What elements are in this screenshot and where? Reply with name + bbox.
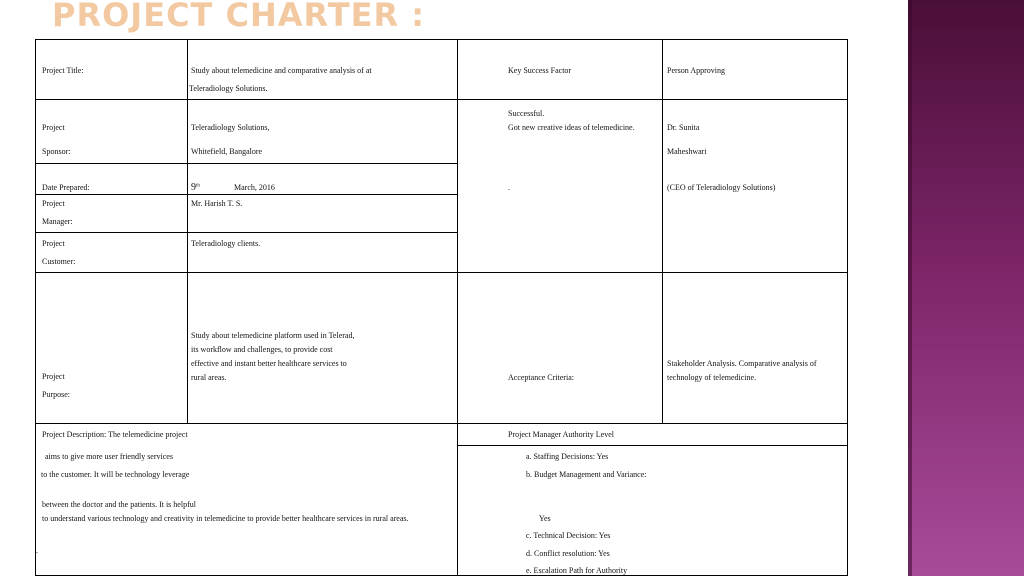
description-text: Project Description: The telemedicine project [42, 430, 188, 439]
sponsor-label: Project [42, 123, 65, 132]
row-divider [35, 272, 848, 273]
key-success-factor-value: Got new creative ideas of telemedicine. [508, 123, 635, 132]
project-title-label: Project Title: [42, 66, 84, 75]
person-approving-role: (CEO of Teleradiology Solutions) [667, 183, 776, 192]
authority-item: c. Technical Decision: Yes [526, 531, 611, 540]
table-border-left [35, 39, 36, 576]
column-divider [662, 39, 663, 423]
project-title-value: Teleradiology Solutions. [189, 84, 268, 93]
purpose-value: its workflow and challenges, to provide cost [191, 345, 333, 354]
sponsor-value: Whitefield, Bangalore [191, 147, 263, 156]
purpose-label: Project [42, 372, 65, 381]
table-border-top [35, 39, 848, 40]
key-success-factor-dot: . [508, 183, 510, 192]
description-dot: . [36, 546, 38, 555]
acceptance-criteria-value: Stakeholder Analysis. Comparative analysis of [667, 359, 817, 368]
key-success-factor-value: Successful. [508, 109, 545, 118]
description-text: between the doctor and the patients. It is helpful [42, 500, 196, 509]
row-divider [35, 194, 458, 195]
purpose-label: Purpose: [42, 390, 70, 399]
row-divider [35, 232, 458, 233]
authority-item: d. Conflict resolution: Yes [526, 549, 610, 558]
manager-value: Mr. Harish T. S. [191, 199, 243, 208]
row-divider [35, 99, 848, 100]
person-approving-value: Dr. Sunita [667, 123, 700, 132]
project-title-value: Study about telemedicine and comparative analysis of at [191, 66, 372, 75]
authority-item: Yes [539, 514, 551, 523]
date-suffix: th [196, 183, 200, 189]
date-prepared-label: Date Prepared: [42, 183, 90, 192]
authority-item: b. Budget Management and Variance: [526, 470, 647, 479]
date-day: 9 [191, 182, 196, 193]
description-text: aims to give more user friendly services [45, 452, 173, 461]
table-border-right [847, 39, 848, 576]
customer-label: Project [42, 239, 65, 248]
key-success-factor-label: Key Success Factor [508, 66, 572, 75]
column-divider [457, 39, 458, 576]
authority-item: e. Escalation Path for Authority [526, 566, 628, 575]
sponsor-label: Sponsor: [42, 147, 71, 156]
person-approving-value: Maheshwari [667, 147, 707, 156]
column-divider [187, 39, 188, 423]
manager-label: Project [42, 199, 65, 208]
manager-label: Manager: [42, 217, 73, 226]
sidebar-edge [908, 0, 912, 576]
description-text: to understand various technology and creativity in telemedicine to provide better healthcare services in rural areas. [42, 514, 409, 523]
row-divider [457, 445, 848, 446]
customer-value: Teleradiology clients. [191, 239, 261, 248]
row-divider [35, 423, 848, 424]
description-text: to the customer. It will be technology leverage [41, 470, 190, 479]
authority-item: a. Staffing Decisions: Yes [526, 452, 609, 461]
page-title: PROJECT CHARTER : [52, 0, 426, 34]
date-prepared-value [191, 183, 200, 193]
customer-label: Customer: [42, 257, 76, 266]
acceptance-criteria-value: technology of telemedicine. [667, 373, 757, 382]
purpose-value: Study about telemedicine platform used in Telerad, [191, 331, 355, 340]
purpose-value: effective and instant better healthcare services to [191, 359, 347, 368]
person-approving-label: Person Approving [667, 66, 725, 75]
decorative-sidebar [908, 0, 1024, 576]
date-month-year: March, 2016 [234, 183, 275, 192]
authority-label: Project Manager Authority Level [508, 430, 614, 439]
purpose-value: rural areas. [191, 373, 227, 382]
sponsor-value: Teleradiology Solutions, [191, 123, 270, 132]
acceptance-criteria-label: Acceptance Criteria: [508, 373, 574, 382]
row-divider [35, 163, 458, 164]
